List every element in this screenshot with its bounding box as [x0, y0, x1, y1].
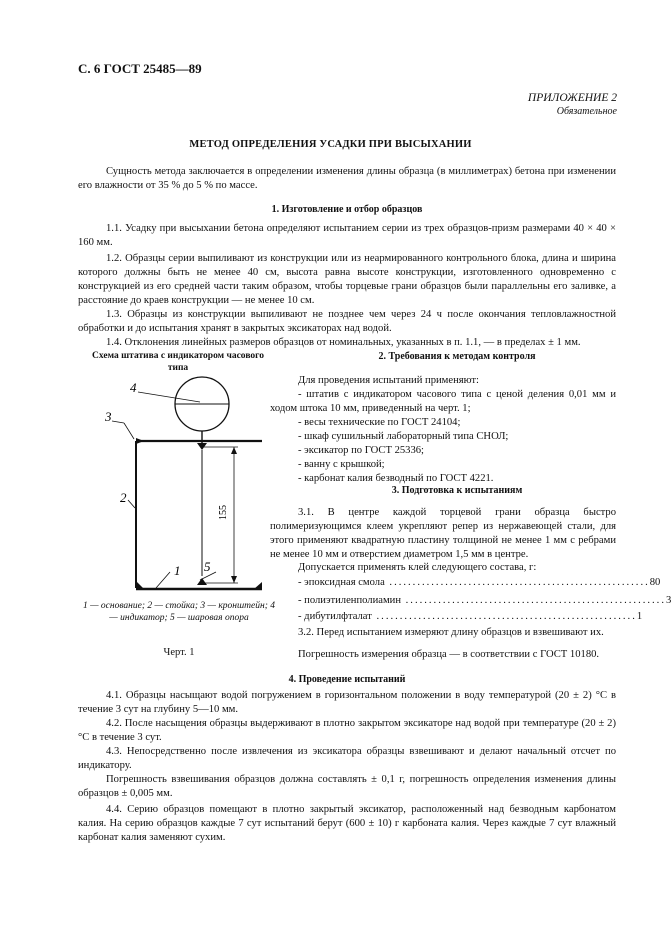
base-corner-right — [254, 582, 262, 589]
section-4-body — [78, 689, 616, 845]
paragraph-4-3: 4.3. Непосредственно после извлечения из эксикатора образцы взвешивают и делают начальный отсчет по индикатору. — [78, 746, 616, 771]
section-2-heading: 2. Требования к методам контроля — [378, 351, 536, 362]
section-4-heading: 4. Проведение испытаний — [288, 674, 406, 685]
stand-diagram — [100, 368, 280, 598]
paragraph-4-5: 4.4. Серию образцов помещают в плотно закрытый эксикатор, расположенный над безводным карбонатом калия. На серию образцов каждые 7 сут испытаний берут (600 ± 10) г карбоната калия. Через каждые 7 сут влажный карбонат калия заменяют сухим. — [78, 804, 616, 843]
paragraph-1-1: 1.1. Усадку при высыхании бетона определяют испытанием серии из трех образцов-призм размерами 40 × 40 × 160 мм. — [78, 223, 616, 248]
label-3: 3 — [105, 409, 112, 424]
label-4: 4 — [130, 380, 137, 395]
figure-caption: Черт. 1 — [163, 647, 195, 658]
label-5: 5 — [204, 559, 211, 574]
glue-value: 1 — [636, 611, 643, 622]
appendix-label — [528, 92, 617, 118]
equipment-item: - ванну с крышкой; — [298, 459, 385, 470]
appendix-status: Обязательное — [556, 106, 617, 117]
paragraph-3-accuracy: Погрешность измерения образца — в соответствии с ГОСТ 10180. — [298, 649, 600, 660]
equipment-item: - весы технические по ГОСТ 24104; — [298, 417, 461, 428]
bracket-join — [136, 438, 144, 444]
paragraph-1-4: 1.4. Отклонения линейных размеров образцов от номинальных, указанных в п. 1.1, — в пределах ± 1 мм. — [106, 337, 581, 348]
paragraph-3-2: 3.2. Перед испытанием измеряют длину образцов и взвешивают их. — [298, 627, 604, 638]
dimension-value: 155 — [218, 505, 229, 520]
label-1: 1 — [174, 563, 181, 578]
paragraph-4-2: 4.2. После насыщения образцы выдерживают в плотно закрытом эксикаторе над водой при температуре (20 ± 2) °С в течение 3 сут. — [78, 718, 616, 743]
glue-name: - полиэтиленполиамин — [298, 595, 401, 606]
equipment-list — [298, 416, 616, 486]
figure-legend: 1 — основание; 2 — стойка; 3 — кронштейн; 4 — индикатор; 5 — шаровая опора — [82, 601, 276, 623]
paragraph-1-2: 1.2. Образцы серии выпиливают из конструкции или из неармированного контрольного блока, длина и ширина которого должны быть не менее 40 см, высота равна высоте конструкции, изготовленного одновременно с конструкцией из его средней части таким образом, чтобы торцевые грани образцов были параллельны его заливке, а расстояние до краев конструкции — не менее 10 см. — [78, 253, 616, 306]
glue-row: - полиэтиленполиамин ........................................................ 3 — [298, 593, 528, 609]
equipment-item-1: - штатив с индикатором часового типа с ценой деления 0,01 мм и ходом штока 10 мм, приведенный на черт. 1; — [270, 389, 616, 414]
glue-row: - дибутилфталат ........................................................ 1 — [298, 609, 528, 625]
glue-value: 80 — [649, 577, 661, 588]
glue-value: 3 — [665, 595, 671, 606]
equipment-item: - эксикатор по ГОСТ 25336; — [298, 445, 424, 456]
label-2: 2 — [120, 490, 127, 505]
figure-title: Схема штатива с индикатором часового типа — [92, 351, 264, 373]
glue-row: - эпоксидная смола ........................................................ 80 — [298, 577, 661, 588]
paragraph-4-4: Погрешность взвешивания образцов должна составлять ± 0,1 г, погрешность определения изменения длины образцов ± 0,005 мм. — [78, 774, 616, 799]
upper-contact — [197, 443, 207, 450]
paragraph-4-1: 4.1. Образцы насыщают водой погружением в горизонтальном положении в воду температурой (20 ± 2) °С в течение 3 сут на глубину 5—10 мм. — [78, 690, 616, 715]
paragraph-3-glue: Допускается применять клей следующего состава, г: — [298, 562, 537, 573]
base-corner-left — [136, 581, 144, 589]
appendix-title: ПРИЛОЖЕНИЕ 2 — [527, 92, 617, 104]
equipment-item: - карбонат калия безводный по ГОСТ 4221. — [298, 473, 494, 484]
page-header: С. 6 ГОСТ 25485—89 — [78, 61, 202, 76]
document-title: МЕТОД ОПРЕДЕЛЕНИЯ УСАДКИ ПРИ ВЫСЫХАНИИ — [189, 139, 472, 150]
section-1-heading: 1. Изготовление и отбор образцов — [271, 204, 423, 215]
intro-paragraph: Сущность метода заключается в определении изменения длины образца (в миллиметрах) бетона при изменении его влажности от 35 % до 5 % по массе. — [78, 166, 616, 191]
section-3-heading: 3. Подготовка к испытаниям — [391, 485, 523, 496]
glue-name: - эпоксидная смола — [298, 577, 385, 588]
section-1-body — [78, 222, 616, 350]
paragraph-1-3: 1.3. Образцы из конструкции выпиливают не позднее чем через 24 ч после окончания тепловлажностной обработки и до испытания хранят в закрытых эксикаторах над водой. — [78, 309, 616, 334]
glue-name: - дибутилфталат — [298, 611, 372, 622]
paragraph-3-1: 3.1. В центре каждой торцевой грани образца быстро полимеризующимся клеем укрепляют репер из нержавеющей стали, для этого применяют квадратную пластину толщиной не менее 1 мм с ребрами не менее 10 мм и отверстием диаметром 1,5 мм в центре. — [270, 507, 616, 560]
equipment-item: - шкаф сушильный лабораторный типа СНОЛ; — [298, 431, 509, 442]
section-2-lead: Для проведения испытаний применяют: — [298, 375, 479, 386]
